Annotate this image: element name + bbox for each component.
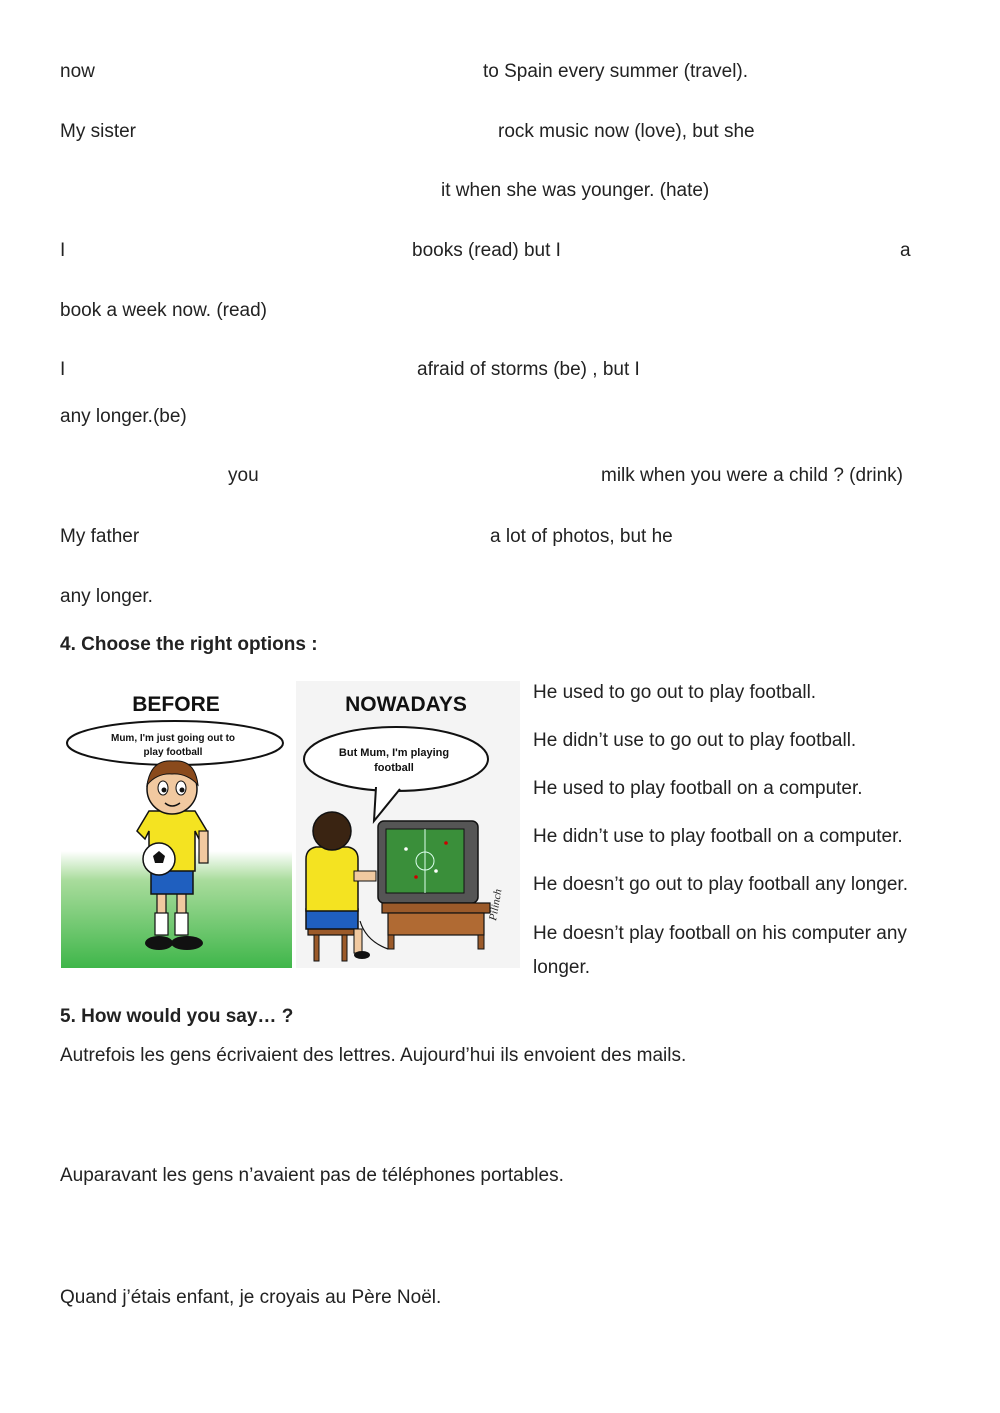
ex3-line6-end: afraid of storms (be) , but I [417,359,640,380]
ex3-line9-end: a lot of photos, but he [490,526,673,547]
option-2[interactable]: He didn’t use to go out to play football. [533,730,857,751]
before-title: BEFORE [132,693,220,716]
nowadays-bubble-line1: But Mum, I'm playing [338,747,450,759]
ex3-line2-start: My sister [60,121,136,142]
ex3-line2-end: rock music now (love), but she [498,121,755,142]
option-4[interactable]: He didn’t use to play football on a computer. [533,826,903,847]
section5-heading: 5. How would you say… ? [60,1006,294,1027]
nowadays-title: NOWADAYS [345,693,467,716]
cartoonist-signature: Pilinch [487,888,505,922]
ex3-line9-start: My father [60,526,140,547]
option-5[interactable]: He doesn’t go out to play football any longer. [533,874,908,895]
ex3-line7: any longer.(be) [60,406,187,427]
ex3-line10: any longer. [60,586,153,607]
ex3-line6-start: I [60,359,66,380]
nowadays-bubble-line2: football [374,762,414,774]
ex3-line5: book a week now. (read) [60,300,268,321]
nowadays-cartoon [296,681,520,968]
ex3-line8-start: you [228,465,259,486]
before-cartoon [61,681,292,968]
ex3-line1-end: to Spain every summer (travel). [483,61,749,82]
option-1[interactable]: He used to go out to play football. [533,682,817,703]
ex3-line4-start: I [60,240,66,261]
option-6-continued[interactable]: longer. [533,957,591,978]
option-6[interactable]: He doesn’t play football on his computer any [533,923,907,944]
section4-heading: 4. Choose the right options : [60,634,318,655]
ex3-line1-start: now [60,61,95,82]
translate-sentence-1: Autrefois les gens écrivaient des lettres. Aujourd’hui ils envoient des mails. [60,1045,687,1066]
translate-sentence-3: Quand j’étais enfant, je croyais au Père Noël. [60,1287,442,1308]
ex3-line3: it when she was younger. (hate) [441,180,710,201]
translate-sentence-2: Auparavant les gens n’avaient pas de téléphones portables. [60,1165,564,1186]
before-bubble-line2: play football [143,747,203,758]
before-bubble-line1: Mum, I'm just going out to [110,733,236,744]
ex3-line8-end: milk when you were a child ? (drink) [601,465,904,486]
ex3-line4-end: a [900,240,911,261]
ex3-line4-mid: books (read) but I [412,240,561,261]
option-3[interactable]: He used to play football on a computer. [533,778,863,799]
